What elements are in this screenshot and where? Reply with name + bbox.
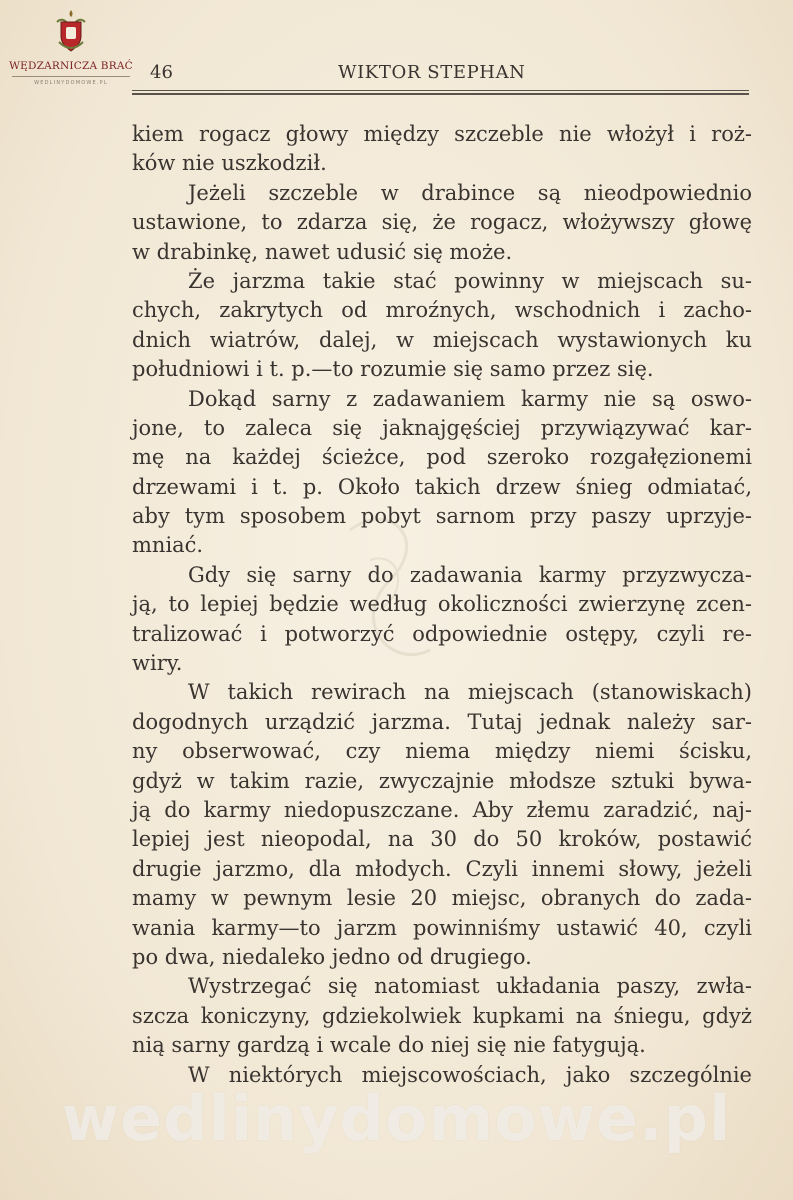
text-line: wania karmy—to jarzm powinniśmy ustawić 40, czyli: [132, 915, 752, 940]
logo-url: WEDLINYDOMOWE.PL: [34, 80, 108, 86]
header-double-rule: [132, 90, 749, 98]
text-line: Że jarzma takie stać powinny w miejscach su-: [188, 268, 752, 293]
text-line: ją do karmy niedopuszczane. Aby złemu zaradzić, naj-: [132, 797, 752, 822]
text-line: po dwa, niedaleko jedno od drugiego.: [132, 944, 532, 969]
text-line: mę na każdej ścieżce, pod szeroko rozgałęzionemi: [132, 445, 752, 470]
text-line: drugie jarzmo, dla młodych. Czyli innemi słowy, jeżeli: [132, 856, 752, 881]
body-text: [132, 120, 752, 1090]
text-line: chych, zakrytych od mroźnych, wschodnich i zacho-: [132, 298, 752, 323]
text-line: Jeżeli szczeble w drabince są nieodpowiednio: [188, 180, 752, 205]
page-number: 46: [150, 62, 173, 83]
text-line: aby tym sposobem pobyt sarnom przy paszy uprzyje-: [132, 504, 752, 529]
text-line: ją, to lepiej będzie według okoliczności zwierzynę zcen-: [132, 592, 752, 617]
text-line: w drabinkę, nawet udusić się może.: [132, 239, 513, 264]
text-line: dogodnych urządzić jarzma. Tutaj jednak należy sar-: [132, 709, 752, 734]
text-line: mamy w pewnym lesie 20 miejsc, obranych do zada-: [132, 886, 752, 911]
site-logo[interactable]: [6, 8, 136, 100]
text-line: ny obserwować, czy niema między niemi ścisku,: [132, 739, 752, 764]
text-line: W niektórych miejscowościach, jako szczególnie: [188, 1062, 752, 1087]
text-line: Gdy się sarny do zadawania karmy przyzwycza-: [188, 562, 752, 587]
text-line: szcza koniczyny, gdziekolwiek kupkami na śniegu, gdyż: [132, 1003, 752, 1028]
text-line: Wystrzegać się natomiast układania paszy, zwła-: [188, 974, 752, 999]
text-line: kiem rogacz głowy między szczeble nie włożył i roż-: [132, 122, 752, 146]
text-line: wiry.: [132, 651, 183, 676]
text-line: dnich wiatrów, dalej, w miejscach wystawionych ku: [132, 327, 752, 352]
text-line: mniać.: [132, 533, 204, 558]
text-line: lepiej jest nieopodal, na 30 do 50 kroków, postawić: [132, 827, 752, 852]
text-line: ków nie uszkodził.: [132, 151, 327, 176]
running-title: WIKTOR STEPHAN: [338, 62, 526, 83]
text-line: południowi i t. p.—to rozumie się samo przez się.: [132, 357, 654, 382]
logo-name: WĘDZARNICZA BRAĆ: [9, 60, 133, 72]
coat-of-arms-icon: [51, 8, 91, 54]
running-head: [150, 62, 750, 86]
text-line: Dokąd sarny z zadawaniem karmy nie są oswo-: [188, 386, 752, 411]
logo-divider: [12, 76, 130, 77]
text-line: gdyż w takim razie, zwyczajnie młodsze sztuki bywa-: [132, 768, 752, 793]
text-line: drzewami i t. p. Około takich drzew śnieg odmiatać,: [132, 474, 752, 499]
text-line: ustawione, to zdarza się, że rogacz, włożywszy głowę: [132, 210, 752, 235]
text-line: nią sarny gardzą i wcale do niej się nie fatygują.: [132, 1033, 646, 1058]
text-line: tralizować i potworzyć odpowiednie ostępy, czyli re-: [132, 621, 752, 646]
site-watermark: wedlinydomowe.pl: [61, 1082, 732, 1155]
text-line: jone, to zaleca się jaknajgęściej przywiązywać kar-: [132, 415, 752, 440]
text-line: W takich rewirach na miejscach (stanowiskach): [188, 680, 752, 705]
